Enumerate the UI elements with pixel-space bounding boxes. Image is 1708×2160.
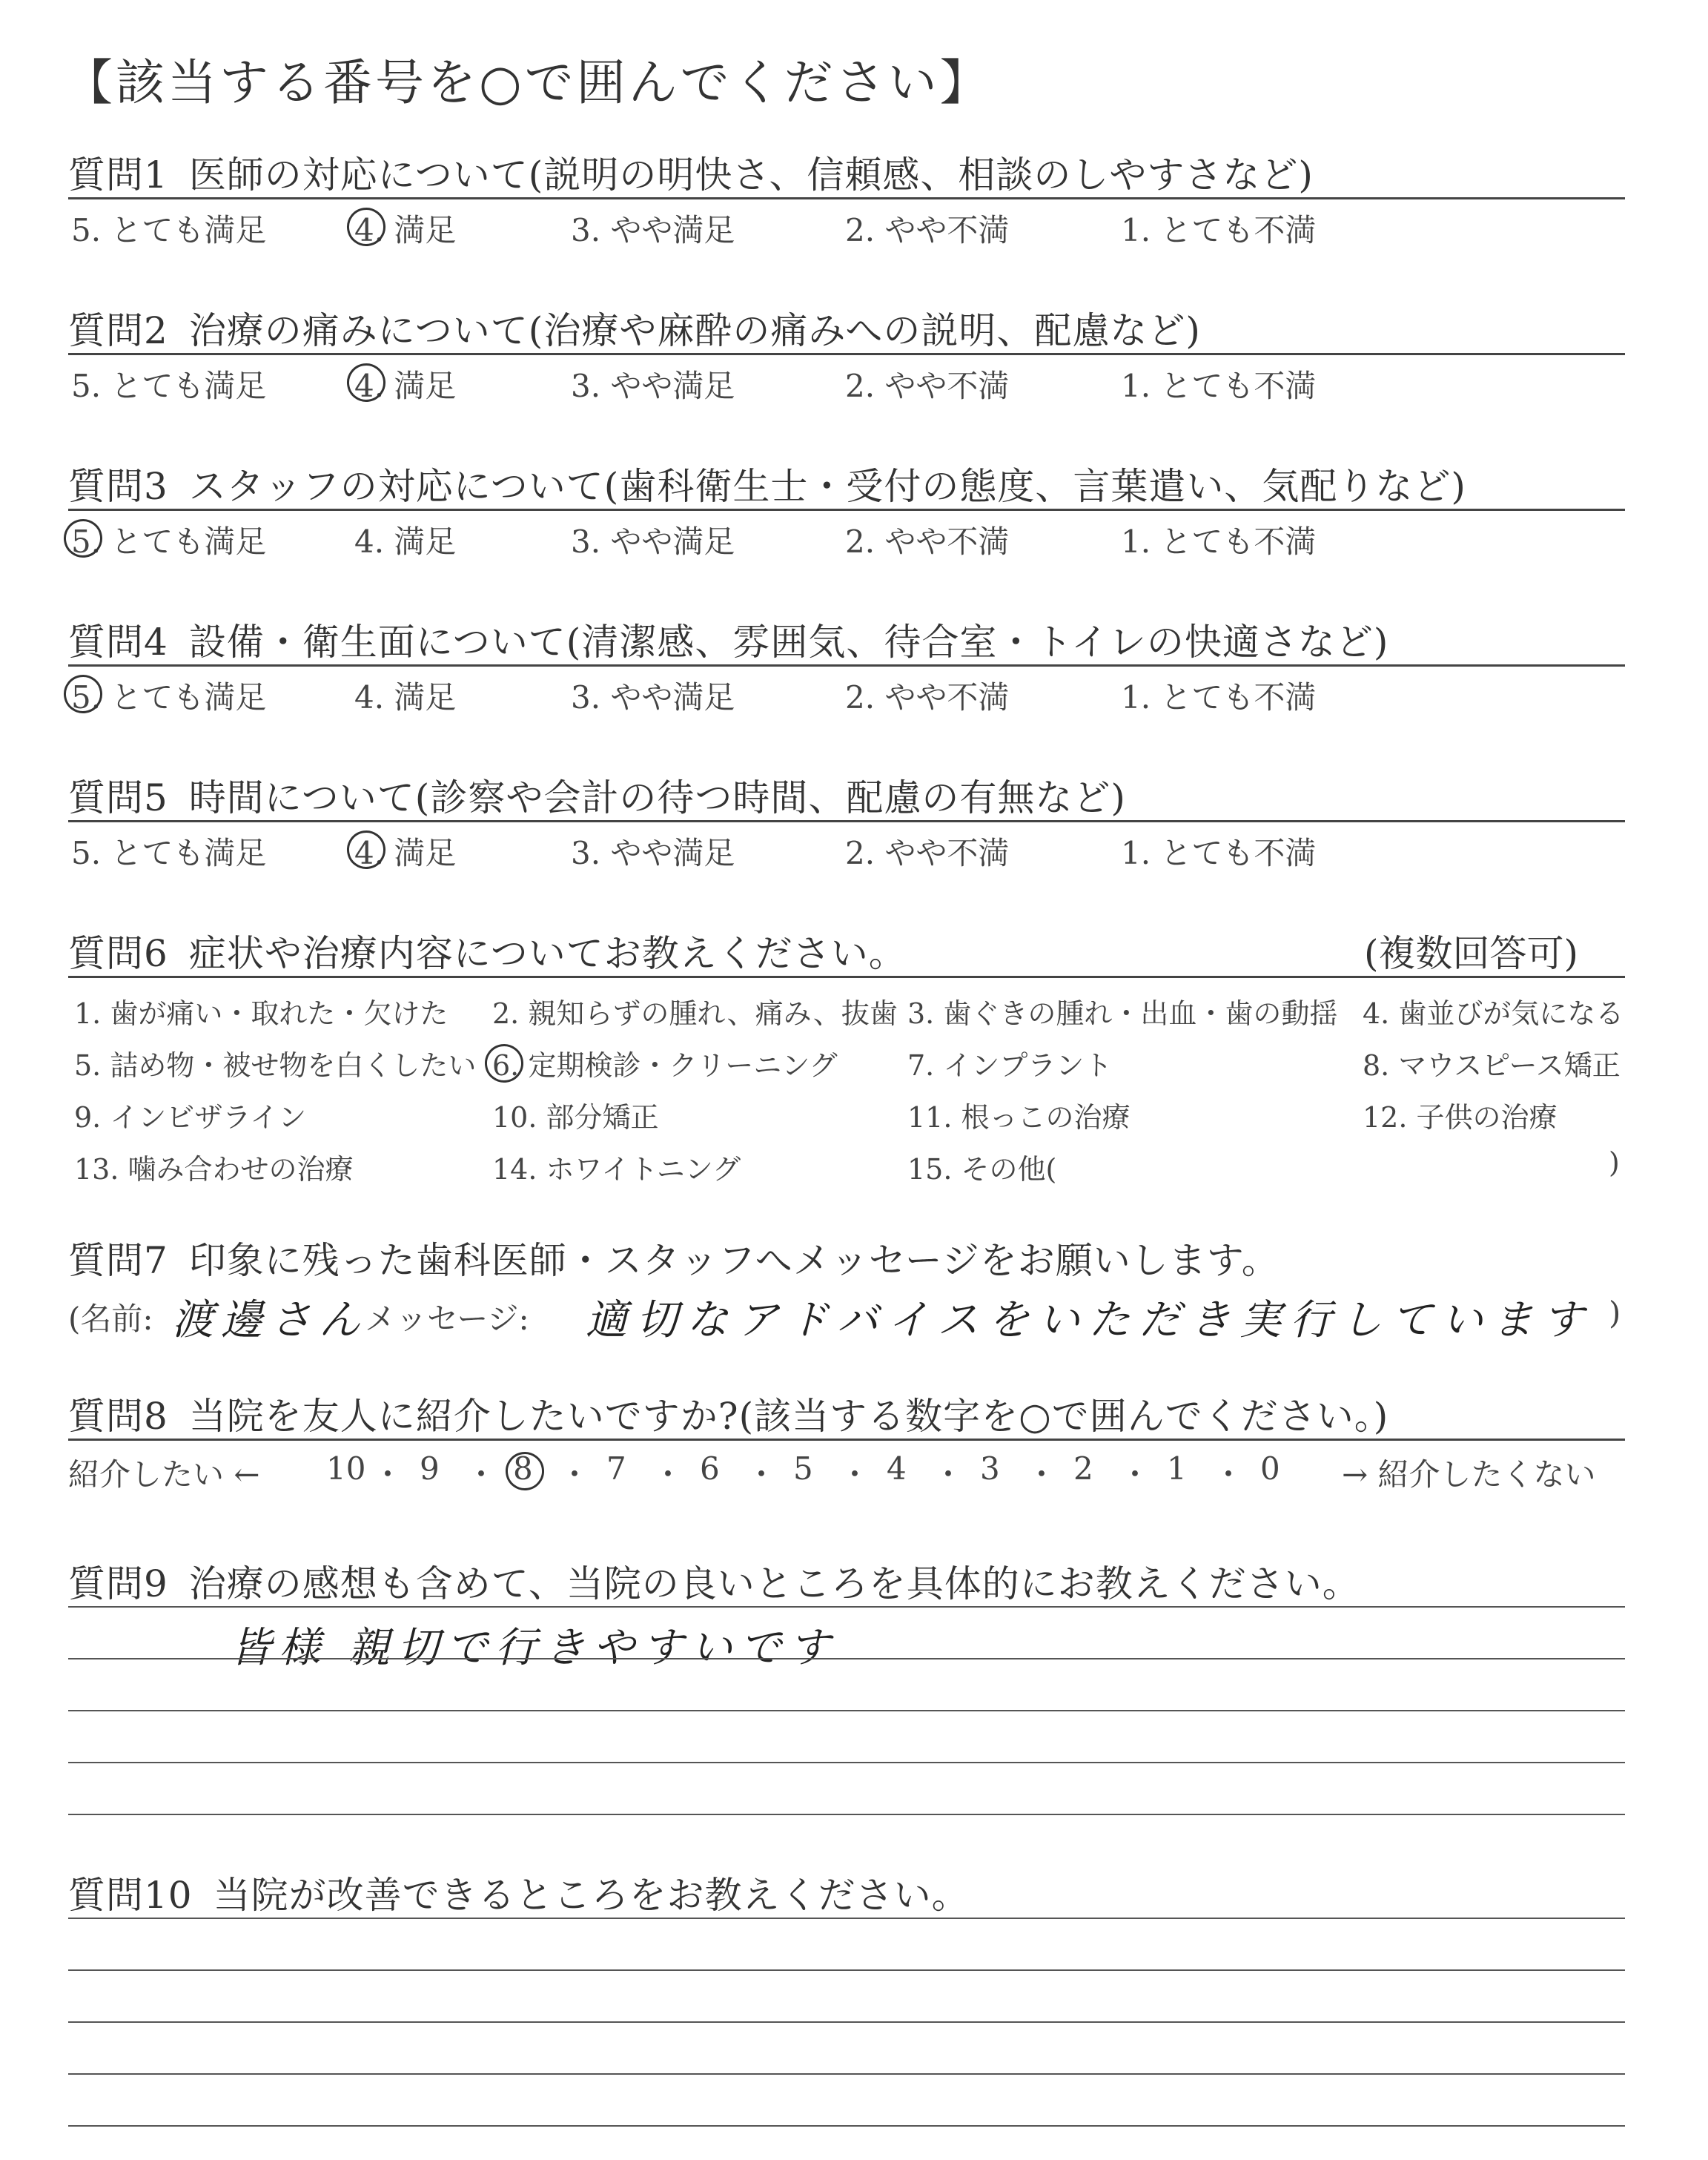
question-text: 症状や治療内容についてお教えください。 <box>188 932 907 975</box>
question-9-title <box>68 1554 1360 1608</box>
rating-option-5[interactable] <box>71 673 266 718</box>
rating-option-5[interactable] <box>71 518 266 562</box>
rating-option-2[interactable] <box>845 673 1009 718</box>
question-6-title <box>68 924 907 977</box>
recommend-score-1[interactable] <box>1167 1450 1187 1487</box>
rating-option-label: 4. 満足 <box>354 829 456 873</box>
question-number: 質問6 <box>68 932 168 975</box>
scale-separator-dot: ・ <box>746 1456 778 1493</box>
rating-option-label: 5. とても満足 <box>71 673 266 718</box>
question-number: 質問5 <box>68 776 168 819</box>
rating-option-3[interactable] <box>571 206 735 251</box>
question-text: 設備・衛生面について(清潔感、雰囲気、待合室・トイレの快適さなど) <box>188 621 1389 664</box>
recommend-right-label: → 紹介したくない <box>1342 1456 1596 1493</box>
question-10-title <box>68 1866 970 1919</box>
rating-option-label: 2. やや不満 <box>845 524 1010 560</box>
treatment-option-7[interactable] <box>907 1043 1112 1083</box>
recommend-left-label: 紹介したい ← <box>68 1456 260 1493</box>
treatment-option-6[interactable] <box>492 1043 838 1083</box>
question-underline <box>68 509 1625 511</box>
recommend-score-label: 6 <box>700 1450 720 1487</box>
treatment-option-12[interactable] <box>1363 1094 1558 1135</box>
question-number: 質問10 <box>68 1874 193 1917</box>
scale-separator-dot: ・ <box>1119 1456 1151 1493</box>
treatment-option-label: 9. インビザライン <box>74 1101 307 1134</box>
scale-separator-dot: ・ <box>839 1456 871 1493</box>
recommend-score-2[interactable] <box>1073 1450 1093 1487</box>
recommend-score-9[interactable] <box>420 1450 440 1487</box>
question-underline <box>68 1439 1625 1441</box>
rating-option-4[interactable] <box>354 673 456 718</box>
recommend-score-label: 8 <box>513 1450 533 1487</box>
rating-option-label: 3. やや満足 <box>571 368 735 404</box>
treatment-option-label: 3. 歯ぐきの腫れ・出血・歯の動揺 <box>907 997 1338 1030</box>
treatment-option-8[interactable] <box>1363 1043 1621 1083</box>
question-3-title <box>68 457 1466 510</box>
rating-option-1[interactable] <box>1121 362 1316 406</box>
question-underline <box>68 820 1625 822</box>
question-text: スタッフの対応について(歯科衛生士・受付の態度、言葉遣い、気配りなど) <box>188 465 1466 508</box>
treatment-option-2[interactable] <box>492 991 898 1031</box>
question-number: 質問2 <box>68 309 168 352</box>
question-2-title <box>68 301 1201 354</box>
rating-option-2[interactable] <box>845 829 1009 873</box>
scale-separator-dot: ・ <box>559 1456 591 1493</box>
rating-option-label: 5. とても満足 <box>71 835 267 871</box>
rating-option-label: 3. やや満足 <box>571 679 735 716</box>
recommend-score-label: 9 <box>420 1450 440 1487</box>
rating-option-label: 1. とても不満 <box>1121 835 1317 871</box>
form-header: 【該当する番号を○で囲んでください】 <box>64 54 992 111</box>
treatment-option-label: 15. その他( <box>907 1153 1057 1186</box>
question-text: 当院を友人に紹介したいですか?(該当する数字を○で囲んでください。) <box>188 1395 1389 1438</box>
question-text: 時間について(診察や会計の待つ時間、配慮の有無など) <box>188 776 1126 819</box>
question-number: 質問1 <box>68 153 168 196</box>
answer-line <box>68 2021 1625 2023</box>
treatment-option-4[interactable] <box>1363 991 1623 1031</box>
treatment-option-5[interactable] <box>74 1043 476 1083</box>
recommend-score-label: 5 <box>793 1450 813 1487</box>
question-number: 質問9 <box>68 1562 168 1605</box>
rating-option-label: 2. やや不満 <box>845 368 1010 404</box>
rating-option-5[interactable] <box>71 362 266 406</box>
answer-line <box>68 1969 1625 1971</box>
answer-line <box>68 2125 1625 2127</box>
rating-option-4[interactable] <box>354 206 456 251</box>
rating-option-1[interactable] <box>1121 673 1316 718</box>
treatment-option-label: 11. 根っこの治療 <box>907 1101 1131 1134</box>
recommend-score-label: 0 <box>1260 1450 1280 1487</box>
recommend-score-5[interactable] <box>793 1450 813 1487</box>
treatment-option-label: 1. 歯が痛い・取れた・欠けた <box>74 997 448 1030</box>
rating-option-5[interactable] <box>71 829 266 873</box>
treatment-option-label: ) <box>1609 1146 1620 1179</box>
question-5-title <box>68 768 1126 822</box>
rating-option-label: 5. とても満足 <box>71 518 266 562</box>
treatment-option-11[interactable] <box>907 1094 1131 1135</box>
name-value[interactable]: 渡邊さん <box>172 1296 368 1344</box>
rating-option-1[interactable] <box>1121 518 1316 562</box>
treatment-option-label: 10. 部分矯正 <box>492 1101 659 1134</box>
answer-line <box>68 1658 1625 1659</box>
rating-option-2[interactable] <box>845 206 1009 251</box>
rating-option-3[interactable] <box>571 518 735 562</box>
scale-separator-dot: ・ <box>372 1456 404 1493</box>
treatment-option-label: 12. 子供の治療 <box>1363 1101 1558 1134</box>
rating-option-label: 3. やや満足 <box>571 835 735 871</box>
rating-option-label: 5. とても満足 <box>71 212 267 248</box>
question-7-title <box>68 1231 1280 1284</box>
rating-option-label: 2. やや不満 <box>845 835 1010 871</box>
treatment-option-label: 14. ホワイトニング <box>492 1153 741 1186</box>
question-text: 印象に残った歯科医師・スタッフへメッセージをお願いします。 <box>188 1239 1280 1282</box>
rating-option-label: 5. とても満足 <box>71 368 267 404</box>
question-number: 質問7 <box>68 1239 168 1282</box>
answer-line <box>68 2073 1625 2075</box>
scale-separator-dot: ・ <box>933 1456 964 1493</box>
scale-separator-dot: ・ <box>1213 1456 1245 1493</box>
question-text: 医師の対応について(説明の明快さ、信頼感、相談のしやすさなど) <box>188 153 1314 196</box>
question-number: 質問4 <box>68 621 168 664</box>
message-value[interactable]: 適切なアドバイスをいただき実行しています <box>586 1296 1593 1344</box>
recommend-score-4[interactable] <box>887 1450 907 1487</box>
question-text: 治療の感想も含めて、当院の良いところを具体的にお教えください。 <box>188 1562 1360 1605</box>
rating-option-3[interactable] <box>571 362 735 406</box>
rating-option-label: 1. とても不満 <box>1121 368 1317 404</box>
question-8-title <box>68 1387 1388 1440</box>
scale-separator-dot: ・ <box>1026 1456 1058 1493</box>
question-underline <box>68 353 1625 355</box>
question-number: 質問3 <box>68 465 168 508</box>
good-points-answer[interactable]: 皆様 親切で行きやすいです <box>230 1624 838 1672</box>
recommend-score-8[interactable] <box>513 1450 533 1487</box>
treatment-option-3[interactable] <box>907 991 1337 1031</box>
treatment-option-label: 13. 噛み合わせの治療 <box>74 1153 354 1186</box>
rating-option-label: 4. 満足 <box>354 206 456 251</box>
question-text: 当院が改善できるところをお教えください。 <box>213 1874 970 1917</box>
recommend-score-3[interactable] <box>980 1450 1000 1487</box>
treatment-option-9[interactable] <box>74 1094 306 1135</box>
treatment-option-15[interactable] <box>907 1146 1056 1187</box>
rating-option-label: 3. やや満足 <box>571 212 735 248</box>
rating-option-label: 2. やや不満 <box>845 679 1010 716</box>
multiple-answers-note: (複数回答可) <box>1364 932 1579 975</box>
question-text: 治療の痛みについて(治療や麻酔の痛みへの説明、配慮など) <box>188 309 1201 352</box>
message-close-paren: ) <box>1609 1295 1621 1331</box>
recommend-score-label: 4 <box>887 1450 907 1487</box>
rating-option-2[interactable] <box>845 518 1009 562</box>
rating-option-2[interactable] <box>845 362 1009 406</box>
rating-option-5[interactable] <box>71 206 266 251</box>
rating-option-label: 1. とても不満 <box>1121 679 1317 716</box>
recommend-score-0[interactable] <box>1260 1450 1280 1487</box>
name-label: (名前: <box>68 1301 153 1337</box>
answer-line <box>68 1918 1625 1919</box>
treatment-option-label: 7. インプラント <box>907 1049 1113 1082</box>
answer-line <box>68 1710 1625 1711</box>
rating-option-label: 3. やや満足 <box>571 524 735 560</box>
rating-option-1[interactable] <box>1121 206 1316 251</box>
recommend-score-10[interactable] <box>326 1450 365 1487</box>
recommend-score-label: 10 <box>326 1450 366 1487</box>
rating-option-3[interactable] <box>571 829 735 873</box>
question-1-title <box>68 145 1314 199</box>
treatment-option-label: 6. 定期検診・クリーニング <box>492 1043 838 1083</box>
treatment-option-16[interactable] <box>1609 1146 1620 1179</box>
rating-option-label: 2. やや不満 <box>845 212 1010 248</box>
question-underline <box>68 664 1625 667</box>
question-underline <box>68 197 1625 199</box>
scale-separator-dot: ・ <box>652 1456 684 1493</box>
scale-separator-dot: ・ <box>466 1456 497 1493</box>
treatment-option-14[interactable] <box>492 1146 741 1187</box>
rating-option-3[interactable] <box>571 673 735 718</box>
recommend-score-6[interactable] <box>700 1450 720 1487</box>
message-label: メッセージ: <box>365 1301 529 1337</box>
treatment-option-1[interactable] <box>74 991 448 1031</box>
rating-option-label: 1. とても不満 <box>1121 212 1317 248</box>
treatment-option-10[interactable] <box>492 1094 659 1135</box>
recommend-score-7[interactable] <box>606 1450 626 1487</box>
recommend-score-label: 7 <box>606 1450 626 1487</box>
treatment-option-label: 4. 歯並びが気になる <box>1363 997 1624 1030</box>
question-underline <box>68 976 1625 978</box>
rating-option-1[interactable] <box>1121 829 1316 873</box>
answer-line <box>68 1814 1625 1815</box>
question-4-title <box>68 612 1388 666</box>
treatment-option-label: 8. マウスピース矯正 <box>1363 1049 1621 1082</box>
recommend-score-label: 1 <box>1167 1450 1187 1487</box>
rating-option-label: 4. 満足 <box>354 679 457 716</box>
rating-option-4[interactable] <box>354 362 456 406</box>
treatment-option-label: 5. 詰め物・被せ物を白くしたい <box>74 1049 477 1082</box>
rating-option-label: 4. 満足 <box>354 524 457 560</box>
rating-option-4[interactable] <box>354 829 456 873</box>
answer-line <box>68 1606 1625 1608</box>
treatment-option-13[interactable] <box>74 1146 354 1187</box>
recommend-score-label: 3 <box>980 1450 1000 1487</box>
rating-option-4[interactable] <box>354 518 456 562</box>
rating-option-label: 1. とても不満 <box>1121 524 1317 560</box>
treatment-option-label: 2. 親知らずの腫れ、痛み、抜歯 <box>492 997 898 1030</box>
rating-option-label: 4. 満足 <box>354 362 456 406</box>
question-number: 質問8 <box>68 1395 168 1438</box>
recommend-score-label: 2 <box>1073 1450 1093 1487</box>
answer-line <box>68 1762 1625 1763</box>
